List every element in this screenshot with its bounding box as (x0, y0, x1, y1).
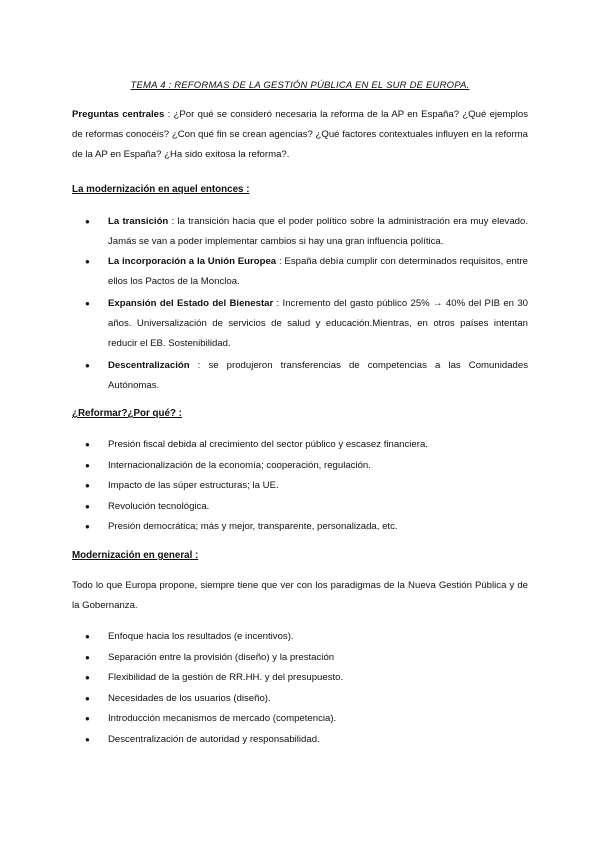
document-title: TEMA 4 : REFORMAS DE LA GESTIÓN PÚBLICA EN EL SUR DE EUROPA. (130, 80, 470, 91)
bullet-icon: ● (85, 361, 90, 370)
section1-item: La incorporación a la Unión Europea : España debía cumplir con determinados requisitos, entre ellos los Pactos de la Moncloa. (108, 256, 528, 287)
section1-heading: La modernización en aquel entonces : (72, 184, 250, 195)
intro-label: Preguntas centrales (72, 109, 165, 120)
section3-item: Flexibilidad de la gestión de RR.HH. y del presupuesto. (108, 672, 344, 683)
bullet-icon: ● (85, 481, 90, 490)
section2-item: Revolución tecnológica. (108, 501, 210, 512)
section2-item: Internacionalización de la economía; cooperación, regulación. (108, 460, 371, 471)
intro-text: : ¿Por qué se consideró necesaria la reforma de la AP en España? ¿Qué ejemplos de reformas conocéis? ¿Con qué fin se crean agencias? ¿Qué factores contextuales influyen en la reforma de la AP en España? ¿Ha sido exitosa la reforma?. (72, 109, 528, 160)
bullet-icon: ● (85, 673, 90, 682)
bullet-icon: ● (85, 632, 90, 641)
bullet-icon: ● (85, 694, 90, 703)
section2-item: Presión fiscal debida al crecimiento del sector público y escasez financiera. (108, 439, 428, 450)
section2-item: Presión democrática; más y mejor, transparente, personalizada, etc. (108, 521, 398, 532)
section2-item: Impacto de las súper estructuras; la UE. (108, 480, 279, 491)
bullet-icon: ● (85, 299, 90, 308)
section3-item: Enfoque hacia los resultados (e incentivos). (108, 631, 294, 642)
bullet-icon: ● (85, 735, 90, 744)
bullet-icon: ● (85, 461, 90, 470)
section2-heading: ¿Reformar?¿Por qué? : (72, 408, 182, 419)
bullet-icon: ● (85, 257, 90, 266)
section1-item: Expansión del Estado del Bienestar : Incremento del gasto público 25% → 40% del PIB en 30 años. Universalización de servicios de salud y educación.Mientras, en otros países intentan reducir el EB. Sostenibilidad. (108, 298, 528, 349)
intro-paragraph (72, 105, 528, 165)
bullet-icon: ● (85, 502, 90, 511)
section1-item: La transición : la transición hacia que el poder político sobre la administración era muy elevado. Jamás se van a poder implementar cambios si hay una gran influencia política. (108, 216, 528, 247)
bullet-icon: ● (85, 217, 90, 226)
section3-item: Necesidades de los usuarios (diseño). (108, 693, 271, 704)
section3-heading: Modernización en general : (72, 550, 199, 561)
section3-paragraph: Todo lo que Europa propone, siempre tiene que ver con los paradigmas de la Nueva Gestión Pública y de la Gobernanza. (72, 580, 528, 611)
section3-item: Descentralización de autoridad y responsabilidad. (108, 734, 320, 745)
bullet-icon: ● (85, 653, 90, 662)
section3-item: Separación entre la provisión (diseño) y la prestación (108, 652, 335, 663)
section3-item: Introducción mecanismos de mercado (competencia). (108, 713, 337, 724)
section1-item: Descentralización : se produjeron transferencias de competencias a las Comunidades Autónomas. (108, 360, 528, 391)
bullet-icon: ● (85, 714, 90, 723)
bullet-icon: ● (85, 440, 90, 449)
bullet-icon: ● (85, 522, 90, 531)
